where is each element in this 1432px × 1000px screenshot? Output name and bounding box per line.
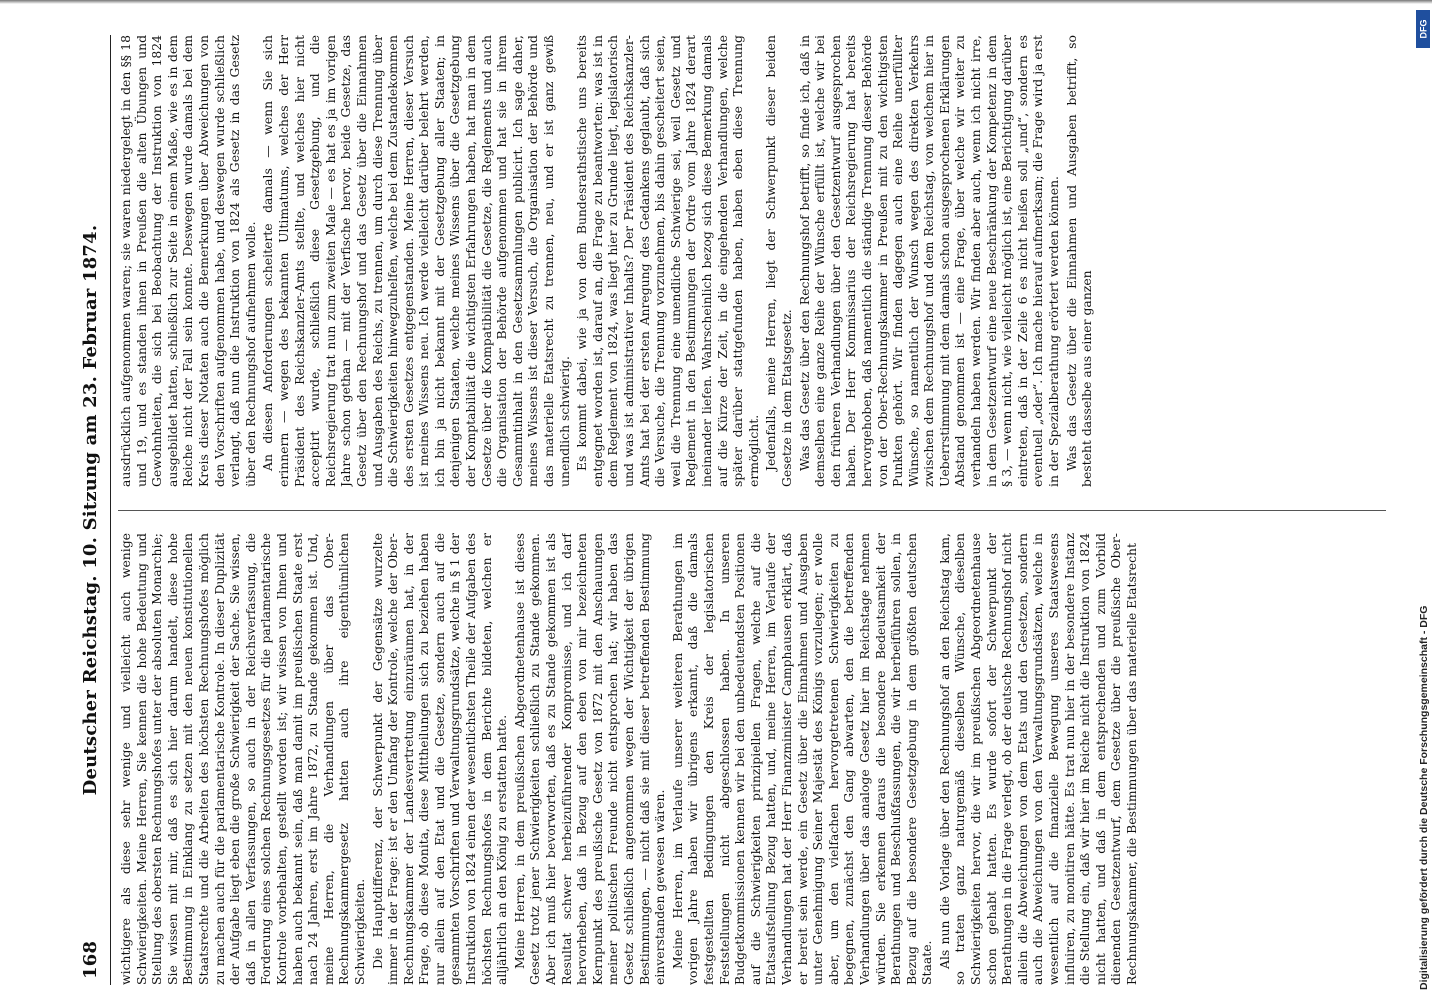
- rotated-page: [80, 35, 1390, 985]
- running-head: [80, 35, 108, 985]
- page-number: 168: [80, 940, 101, 979]
- left-column: [118, 533, 1386, 985]
- right-column: [118, 35, 1386, 487]
- paragraph: ausdrücklich aufgenommen waren; sie waren niedergelegt in den §§ 18 und 19, und es standen ihnen in Preußen die alten Übungen und Gewohnheiten, die sich bei Beobachtung der Instruktion von 1824 ausgebildet hatten, schließlich zur Seite in einem Maße, wie es in dem Reiche nicht der Fall sein konnte. Deswegen wurde damals bei dem Kreis dieser Notaten auch die Bemerkungen über Abweichungen von den Vorschriften aufgenommen habe, und deswegen wurde schließlich verlangt, daß nun die Instruktion von 1824 als Gesetz in das Gesetz über den Rechnungshof aufnehmen wolle.: [118, 35, 258, 487]
- paragraph: Meine Herren, in dem preußischen Abgeordnetenhause ist dieses Gesetz trotz jener Schwierigkeiten schließlich zu Stande gekommen. Aber ich muß hier bevorworten, daß es zu Stande gekommen ist als Resultat schwer herbeizuführender Kompromisse, und ich darf hervorheben, daß in Bezug auf den eben von mir bezeichneten Kernpunkt des preußische Gesetz von 1872 mit den Anschauungen meiner politischen Freunde nicht entsprochen hat; wir haben das Gesetz schließlich angenommen wegen der Wichtigkeit der übrigen Bestimmungen, — nicht daß sie mit dieser betreffenden Bestimmung einverstanden gewesen wären.: [511, 533, 668, 985]
- column-divider: [118, 510, 1386, 511]
- paragraph: Jedenfalls, meine Herren, liegt der Schwerpunkt dieser beiden Gesetze in dem Etatsgesetz.: [763, 35, 794, 487]
- paragraph: Was das Gesetz über den Rechnungshof betrifft, so finde ich, daß in demselben eine ganze Reihe der Wünsche erfüllt ist, welche wir bei den früheren Verhandlungen über den Gesetzentwurf ausgesprochen haben. Der Herr Kommissarius der Reichsregierung hat bereits hervorgehoben, daß namentlich die ständige Trennung dieser Behörde von der Ober-Rechnungskammer in Preußen mit zu den wichtigsten Punkten gehört. Wir finden dagegen auch eine Reihe unerfüllter Wünsche, so namentlich der Wunsch wegen des direkten Verkehrs zwischen dem Rechnungshof und dem Reichstag, von welchem hier in Ueberrstimmung mit dem damals schon ausgesprochenen Erklärungen Abstand genommen ist — eine Frage, über welche wir weiter zu verhandeln haben werden. Wir finden aber auch, wenn ich nicht irre, in dem Gesetzentwurf eine neue Beschränkung der Kompetenz in dem § 3, — wenn nicht, wie vielleicht möglich ist, eine Berichtigung darüber eintreten, daß in der Zeile 6 es nicht heißen soll „und“, sondern es eventuell „oder“. Ich mache hierauf aufmerksam; die Frage wird ja erst in der Spezialberathung erörtert werden können.: [796, 35, 1062, 487]
- page-title: Deutscher Reichstag. 10. Sitzung am 23. Februar 1874.: [80, 224, 101, 796]
- paragraph: wichtigere als diese sehr wenige und vielleicht auch wenige Schwierigkeiten. Meine Herren, Sie kennen die hohe Bedeutung und Stellung des obersten Rechnungshofes unter der absoluten Monarchie; Sie wissen mit mir, daß es sich hier darum handelt, diese hohe Bestimmung in Einklang zu setzen mit den neuen konstitutionellen Staatsrechte und die Arbeiten des höchsten Rechnungshofes möglich zu machen auch für die parlamentarische Kontrole. In dieser Duplizität der Aufgabe liegt eben die große Schwierigkeit der Sache. Sie wissen, daß in allen Verfassungen, so auch in der Reichsverfassung, die Forderung eines solchen Rechnungsgesetzes für die parlamentarische Kontrole vorbehalten, gestellt worden ist; wir wissen von Ihnen und haben auch bekannt sein, daß man damit im preußischen Staate erst nach 24 Jahren, erst im Jahre 1872, zu Stande gekommen ist. Und, meine Herren, die Verhandlungen über das Ober-Rechnungskammergesetz hatten auch ihre eigenthümlichen Schwierigkeiten.: [118, 533, 367, 985]
- dfg-credit: Digitalisierung gefördert durch die Deutsche Forschungsgemeinschaft - DFG: [1418, 605, 1430, 990]
- dfg-logo: [1416, 10, 1430, 48]
- paragraph: Es kommt dabei, wie ja von dem Bundesrathstische uns bereits entgegnet worden ist, darauf an, die Frage zu beantworten: was ist in dem Reglement von 1824, was liegt hier zu Grunde liegt, legislatorisch und was ist administrativer Inhalts? Der Präsident des Reichskanzler-Amts hat bei der ersten Anregung des Gedankens geglaubt, daß sich die Versuche, die Trennung vorzunehmen, bis dahin gescheitert seien, weil die Trennung eine unendliche Schwierige sei, weil Gesetz und Reglement in den Bestimmungen der Ordre vom Jahre 1824 derart ineinander liefen. Wahrscheinlich bezog sich diese Bemerkung damals auf die Kürze der Zeit, in die eingehenden Verhandlungen, welche später darüber stattgefunden haben, haben eben diese Trennung ermöglicht.: [574, 35, 761, 487]
- paragraph: Die Hauptdifferenz, der Schwerpunkt der Gegensätze wurzelte immer in der Frage: ist er den Umfang der Kontrole, welche der Ober-Rechnungskammer der Landesvertretung einzuräumen hat, in der Frage, ob diese Monita, diese Mittheilungen sich zu beziehen haben nur allein auf den Etat und die Gesetze, sondern auch auf die gesammten Vorschriften und Verwaltungsgrundsätze, welche in § 1 der Instruktion von 1824 einen der wesentlichsten Theile der Aufgaben des höchsten Rechnungshofes in dem Berichte bildeten, welchen er alljährlich an den König zu erstatten hatte.: [369, 533, 510, 985]
- paragraph: An diesen Anforderungen scheiterte damals — wenn Sie sich erinnern — wegen des bekannten Ultimatums, welches der Herr Präsident des Reichskanzler-Amts stellte, und welches hier nicht acceptirt wurde, schließlich diese Gesetzgebung, und die Reichsregierung trat nun zum zweiten Male — es hat es ja im vorigen Jahre schon gethan — mit der Verfische hervor, beide Gesetze, das Gesetz über den Rechnungshof und das Gesetz über die Einnahmen und Ausgaben des Reichs, zu trennen, um durch diese Trennung über die Schwierigkeiten hinwegzuhelfen, welche bei dem Zustandekommen des ersten Gesetzes entgegenstanden. Meine Herren, dieser Versuch ist meines Wissens neu. Ich werde vielleicht darüber belehrt werden, ich bin ja nicht bekannt mit der Gesetzgebung aller Staaten; in denjenigen Staaten, welche meines Wissens über die Gesetzgebung der Komptabilität die wichtigsten Erfahrungen haben, hat man in dem Gesetze über die Kompatibilität die Gesetze, die Reglements und auch die Organisation der Behörde aufgenommen und hat sie in ihrem Gesammtinhalt in den Gesetzsammlungen publicirt. Ich sage daher, meines Wissens ist dieser Versuch, die Organisation der Behörde und das materielle Etatsrecht zu trennen, neu, und er ist ganz gewiß unendlich schwierig.: [260, 35, 572, 487]
- paragraph: Was das Gesetz über die Einnahmen und Ausgaben betrifft, so besteht dasselbe aus einer ganzen: [1063, 35, 1095, 487]
- paragraph: Als nun die Vorlage über den Rechnungshof an den Reichstag kam, so traten ganz naturgemäß dieselben Wünsche, dieselben Schwierigkeiten hervor, die wir im preußischen Abgeordnetenhause schon gehabt hatten. Es wurde sofort der Schwerpunkt der Berathungen in die Frage verlegt, ob der deutsche Rechnungshof nicht allein die Abweichungen von dem Etats und den Gesetzen, sondern auch die Abweichungen von den Verwaltungsgrundsätzen, welche in wesentlich auf die finanzielle Bewegung unseres Staatswesens influiren, zu monitiren hätte. Es trat nun hier in der besondere Instanz die Stellung ein, daß wir hier im Reiche nicht die Instruktion von 1824 nicht hatten, und daß in dem entsprechenden und zum Vorbild dienenden Gesetzentwurf, dem Gesetze über die preußische Ober-Rechnungskammer, die Bestimmungen über das materielle Etatsrecht: [936, 533, 1139, 985]
- header-rule: [110, 35, 111, 985]
- paragraph: Meine Herren, im Verlaufe unserer weiteren Berathungen im vorigen Jahre haben wir übrigens erkannt, daß die damals festgestellten Bedingungen den Kreis der legislatorischen Feststellungen nicht abgeschlossen haben. In unseren Budgetkommissionen kennen wir bei den unbedeutendsten Positionen auf die Schwierigkeiten prinzipiellen Fragen, welche auf die Etatsaufstellung Bezug hatten, und, meine Herren, im Verlaufe der Verhandlungen hat der Herr Finanzminister Camphausen erklärt, daß er bereit sein werde, ein Gesetz über die Einnahmen und Ausgaben unter Genehmigung Seiner Majestät des Königs vorzulegen; er wolle aber, um den vielfachen hervorgetretenen Schwierigkeiten zu begegnen, zunächst den Gang abwarten, den die betreffenden Verhandlungen über das analoge Gesetz hier im Reichstage nehmen würden. Sie erkennen daraus die besondere Bedeutsamkeit der Berathungen und Beschlußfassungen, die wir herbeiführen sollen, in Bezug auf die besondere Gesetzgebung in dem größten deutschen Staate.: [669, 533, 935, 985]
- scan-edge: [0, 0, 1432, 4]
- dfg-logo-text: DFG: [1418, 19, 1428, 39]
